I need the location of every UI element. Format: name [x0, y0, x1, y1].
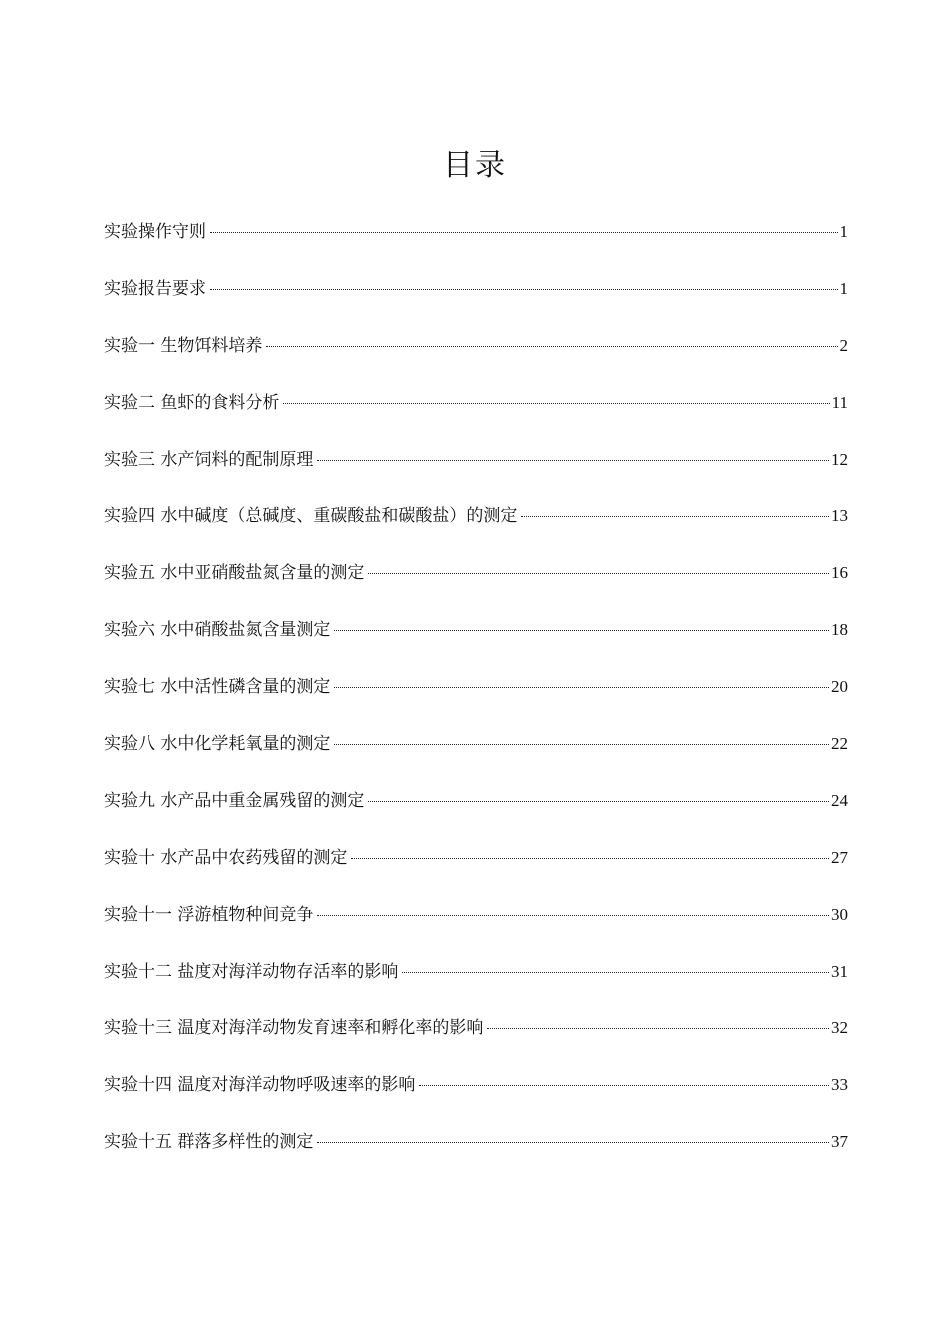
toc-leader-dots: [419, 1085, 829, 1086]
toc-entry-label: 实验十 水产品中农药残留的测定: [104, 847, 348, 868]
toc-entry-label: 实验五 水中亚硝酸盐氮含量的测定: [104, 563, 365, 584]
toc-entry-label: 实验六 水中硝酸盐氮含量测定: [104, 620, 331, 641]
toc-entry[interactable]: [104, 898, 848, 955]
toc-entry-label: 实验八 水中化学耗氧量的测定: [104, 734, 331, 755]
toc-leader-dots: [317, 1142, 829, 1143]
toc-entry-page: 27: [831, 847, 848, 867]
toc-entry-label: 实验报告要求: [104, 278, 206, 299]
toc-leader-dots: [266, 346, 837, 347]
toc-entry-page: 2: [839, 335, 848, 355]
toc-entry-page: 32: [831, 1018, 848, 1038]
toc-entry-page: 11: [831, 392, 848, 412]
toc-entry[interactable]: [104, 499, 848, 556]
toc-leader-dots: [210, 232, 838, 233]
toc-leader-dots: [317, 460, 829, 461]
toc-entry-label: 实验操作守则: [104, 222, 206, 242]
toc-leader-dots: [351, 858, 829, 859]
toc-entry[interactable]: [104, 727, 848, 784]
toc-entry-page: 24: [831, 790, 848, 810]
toc-list: [104, 215, 848, 1182]
toc-leader-dots: [334, 744, 829, 745]
toc-entry-page: 1: [839, 222, 848, 241]
toc-entry[interactable]: [104, 386, 848, 443]
toc-entry[interactable]: [104, 1125, 848, 1182]
toc-leader-dots: [283, 403, 829, 404]
toc-entry[interactable]: [104, 1068, 848, 1125]
toc-entry-page: 13: [831, 506, 848, 526]
toc-entry-label: 实验四 水中碱度（总碱度、重碳酸盐和碳酸盐）的测定: [104, 506, 518, 527]
toc-leader-dots: [317, 915, 829, 916]
toc-leader-dots: [402, 972, 829, 973]
toc-entry-label: 实验十二 盐度对海洋动物存活率的影响: [104, 961, 399, 982]
toc-leader-dots: [210, 289, 838, 290]
toc-leader-dots: [334, 630, 829, 631]
toc-entry-label: 实验三 水产饲料的配制原理: [104, 449, 314, 470]
toc-entry-page: 33: [831, 1075, 848, 1095]
toc-entry[interactable]: [104, 841, 848, 898]
toc-entry[interactable]: [104, 1011, 848, 1068]
toc-entry[interactable]: [104, 613, 848, 670]
toc-entry-page: 31: [831, 961, 848, 981]
toc-entry[interactable]: [104, 955, 848, 1012]
toc-leader-dots: [368, 801, 829, 802]
toc-entry-page: 37: [831, 1132, 848, 1152]
toc-entry-label: 实验十四 温度对海洋动物呼吸速率的影响: [104, 1075, 416, 1096]
toc-entry[interactable]: [104, 329, 848, 386]
toc-entry[interactable]: [104, 670, 848, 727]
toc-leader-dots: [487, 1028, 829, 1029]
toc-entry[interactable]: [104, 443, 848, 500]
toc-entry-label: 实验七 水中活性磷含量的测定: [104, 677, 331, 698]
toc-entry-label: 实验一 生物饵料培养: [104, 335, 263, 356]
toc-entry-page: 1: [839, 278, 848, 298]
toc-entry[interactable]: [104, 784, 848, 841]
toc-entry[interactable]: [104, 272, 848, 329]
toc-entry-label: 实验十五 群落多样性的测定: [104, 1132, 314, 1153]
toc-leader-dots: [521, 516, 829, 517]
toc-entry-page: 20: [831, 677, 848, 697]
toc-entry-label: 实验十一 浮游植物种间竞争: [104, 904, 314, 925]
toc-leader-dots: [368, 573, 829, 574]
toc-entry[interactable]: [104, 215, 848, 272]
toc-entry-page: 18: [831, 620, 848, 640]
toc-entry-page: 22: [831, 734, 848, 754]
toc-entry-page: 30: [831, 904, 848, 924]
toc-entry-label: 实验二 鱼虾的食料分析: [104, 392, 280, 413]
toc-title: 目录: [443, 148, 507, 183]
toc-leader-dots: [334, 687, 829, 688]
toc-entry-page: 12: [831, 449, 848, 469]
toc-entry-label: 实验九 水产品中重金属残留的测定: [104, 790, 365, 811]
toc-entry[interactable]: [104, 556, 848, 613]
toc-entry-page: 16: [831, 563, 848, 583]
toc-entry-label: 实验十三 温度对海洋动物发育速率和孵化率的影响: [104, 1018, 484, 1039]
